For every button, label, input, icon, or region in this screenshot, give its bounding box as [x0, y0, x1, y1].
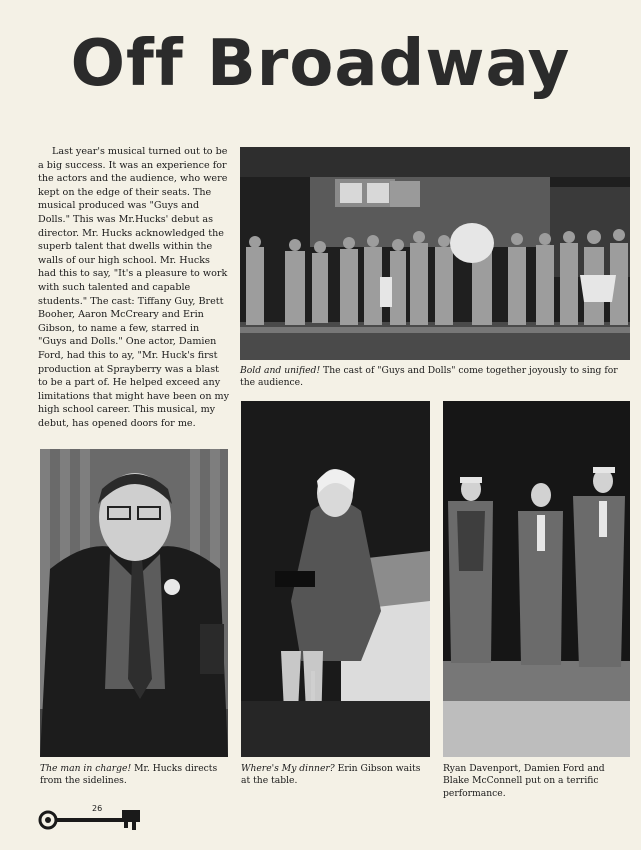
story-text [38, 145, 230, 430]
cast-caption-text: The cast of "Guys and Dolls" come together joyously to sing for the audience. [240, 365, 618, 389]
erin-photo [241, 401, 430, 757]
erin-caption [241, 763, 430, 788]
erin-photo-image [241, 401, 430, 757]
cast-photo-image [240, 147, 630, 360]
hucks-caption-lead: The man in charge! [40, 763, 132, 774]
hucks-photo [40, 449, 228, 757]
cast-caption-lead: Bold and unified! [240, 365, 321, 376]
story-paragraph: Last year's musical turned out to be a big success. It was an experience for the actors and the audience, who were kept on the edge of their seats. The musical produced was "Guys and Dolls." This was Mr.Hucks' debut as director. Mr. Hucks acknowledged the superb talent that dwells within the walls of our high school. Mr. Hucks had this to say, "It's a pleasure to work with such talented and capable students." The cast: Tiffany Guy, Brett Booher, Aaron McCreary and Erin Gibson, to name a few, starred in "Guys and Dolls." One actor, Damien Ford, had this to ay, "Mr. Huck's first production at Sprayberry was a blast to be a part of. He helped exceed any limitations that might have been on my high school career. This musical, my debut, has opened doors for me. [38, 146, 230, 429]
hucks-caption-text: Mr. Hucks directs from the sidelines. [40, 763, 218, 787]
hucks-caption [40, 763, 230, 788]
trio-photo-image [443, 401, 630, 757]
page-title: Off Broadway [70, 27, 571, 101]
trio-photo [443, 401, 630, 757]
cast-caption [240, 365, 630, 390]
hucks-photo-image [40, 449, 228, 757]
cast-photo [240, 147, 630, 360]
erin-caption-text: Erin Gibson waits at the table. [241, 763, 421, 787]
trio-caption-text: Ryan Davenport, Damien Ford and Blake McConnell put on a terrific performance. [443, 763, 605, 799]
page-number: 26 [92, 804, 103, 813]
erin-caption-lead: Where's My dinner? [241, 763, 335, 774]
trio-caption [443, 763, 633, 800]
